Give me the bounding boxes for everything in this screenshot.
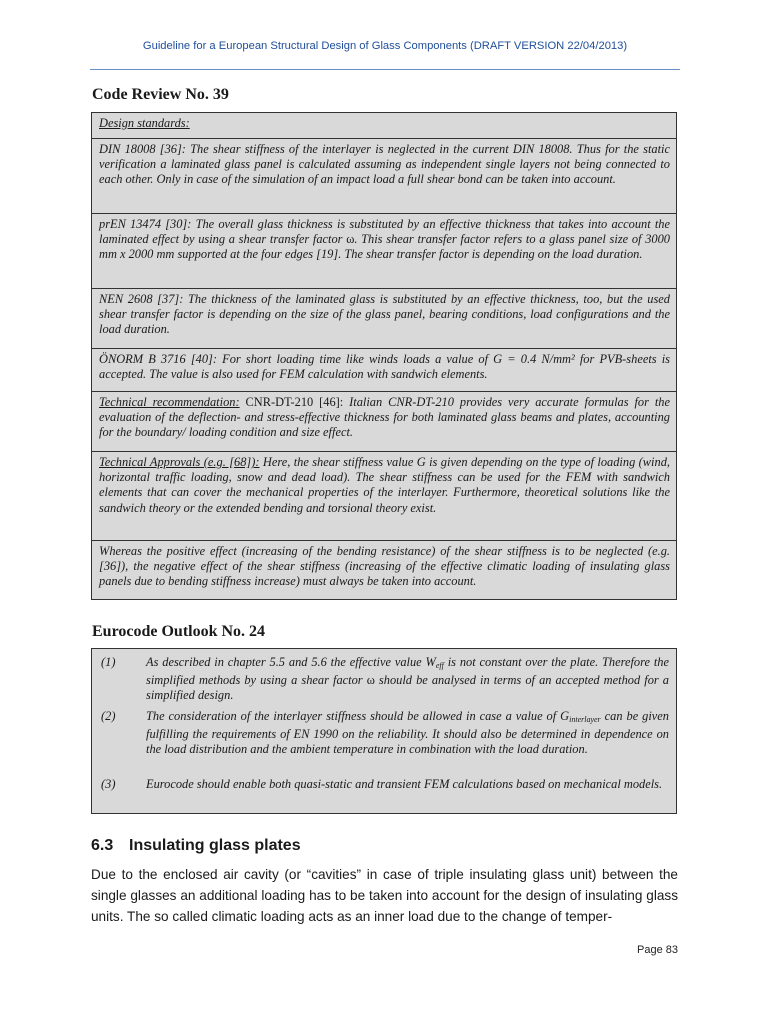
item-text-a: As described in chapter 5.5 and 5.6 the effective value W: [146, 655, 436, 669]
item-text-b: is not constant over the plate. Therefore the simplified methods by using a shear factor: [146, 655, 669, 688]
item-text: Eurocode should enable both quasi-static and transient FEM calculations based on mechanical models.: [146, 777, 663, 791]
item-text: [146, 709, 669, 758]
pren-text-a: prEN 13474 [30]: The overall glass thickness is substituted by an effective thickness that takes into account the laminated effect by using a shear transfer factor: [99, 217, 670, 247]
tech-recommendation-text: Italian CNR-DT-210 provides very accurate formulas for the evaluation of the deflection- and stress-effective thickness for both laminated glass beams and plates, accounting for the boundary/ loading condition and size effect.: [99, 395, 671, 440]
item-text-c: should be analysed in terms of an accepted method for a simplified design.: [146, 673, 669, 703]
tech-recommendation-head: CNR-DT-210 [46]:: [239, 395, 344, 409]
tech-approvals-text: Here, the shear stiffness value G is given depending on the type of loading (wind, horizontal traffic loading, snow and dead load). The shear stiffness can be used for the FEM with sandwich elements that can cover the mechanical properties of the interlayer. Furthermore, theoretical solutions like the sandwich theory or the extended bending and torsional theory exist.: [99, 455, 670, 515]
header-rule: [90, 69, 680, 70]
item-text-b: can be given fulfilling the requirements of EN 1990 on the reliability. It should also be determined in dependence on the load distribution and the ambient temperature in combination with the load duration.: [146, 709, 669, 757]
item-number: (2): [101, 709, 116, 723]
section-title: Insulating glass plates: [129, 837, 301, 854]
design-standards-label: Design standards:: [99, 116, 190, 130]
item-text-a: The consideration of the interlayer stiffness should be allowed in case a value of G: [146, 709, 570, 723]
tech-recommendation-label: Technical recommendation:: [99, 395, 240, 409]
running-header: Guideline for a European Structural Design of Glass Components (DRAFT VERSION 22/04/2013): [142, 40, 628, 52]
pren-text-b: . This shear transfer factor refers to a glass panel size of 3000 mm x 2000 mm supported at the four edges [19]. The shear transfer factor is depending on the load duration.: [99, 232, 670, 262]
page-number: Page 83: [637, 944, 678, 956]
nen-cell: NEN 2608 [37]: The thickness of the laminated glass is substituted by an effective thickness, too, but the used shear transfer factor is depending on the size of the glass panel, bearing conditions, load configurations and the load duration.: [92, 288, 676, 348]
item-text: [146, 655, 669, 704]
pren-cell: [92, 213, 676, 288]
eurocode-outlook-box: [91, 648, 677, 814]
din-cell: DIN 18008 [36]: The shear stiffness of the interlayer is neglected in the current DIN 18008. Thus for the static verification a laminated glass panel is calculated assuming as independent single layers not being connected to each other. Only in case of the simulation of an impact load a full shear bond can be taken into account.: [92, 138, 676, 213]
omega-symbol: ω: [346, 232, 355, 247]
code-review-title: Code Review No. 39: [92, 86, 229, 103]
item-number: (1): [101, 655, 116, 669]
section-paragraph: Due to the enclosed air cavity (or “cavities” in case of triple insulating glass unit) between the single glasses an additional loading has to be taken into account for the design of insulating glass units. The so called climatic loading acts as an inner load due to the change of temper-: [91, 867, 678, 924]
weff-subscript: eff: [435, 661, 444, 670]
section-number: 6.3: [91, 837, 114, 854]
tech-approvals-cell: [92, 451, 676, 540]
code-review-box: [91, 112, 677, 600]
eurocode-outlook-title: Eurocode Outlook No. 24: [92, 623, 266, 640]
ginterlayer-subscript: interlayer: [569, 715, 601, 724]
onorm-cell: ÖNORM B 3716 [40]: For short loading time like winds loads a value of G = 0.4 N/mm² for PVB-sheets is accepted. The value is also used for FEM calculation with sandwich elements.: [92, 348, 676, 391]
section-heading: [91, 837, 301, 855]
omega-symbol: ω: [366, 673, 375, 688]
whereas-cell: Whereas the positive effect (increasing of the bending resistance) of the shear stiffness is to be neglected (e.g. [36]), the negative effect of the shear stiffness (increasing of the effective climatic loading of insulating glass panels due to bending stiffness increase) must always be taken into account.: [92, 540, 676, 599]
item-number: (3): [101, 777, 116, 791]
tech-recommendation-cell: [92, 391, 676, 451]
tech-approvals-label: Technical Approvals (e.g. [68]):: [99, 455, 260, 469]
design-standards-cell: [92, 113, 676, 138]
